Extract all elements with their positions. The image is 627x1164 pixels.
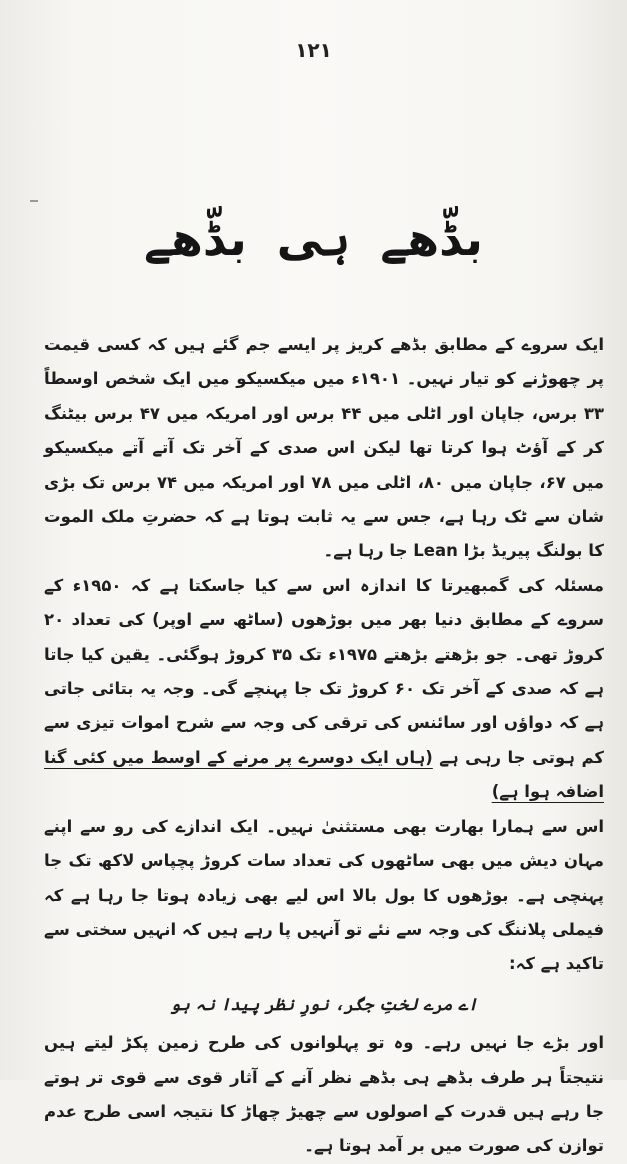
paragraph-3: اس سے ہمارا بھارت بھی مستثنیٰ نہیں۔ ایک اندازے کی رو سے اپنے مہان دیش میں بھی ساٹھوں کی تعداد سات کروڑ پچپاس لاکھ تک جا پہنچی ہے۔ بوڑھوں کا بول بالا اس لیے بھی زیادہ ہوتا جا رہا ہے کہ فیملی پلاننگ کی وجہ سے نئے تو آنہیں پا رہے ہیں کہ انہیں سختی سے تاکید ہے کہ: xyxy=(44,816,604,974)
margin-mark xyxy=(30,200,38,202)
verse-line: اے مرے لختِ جگر، نورِ نظر پیدا نہ ہو xyxy=(170,994,478,1014)
paragraph-2 xyxy=(44,569,604,810)
paragraph-2-main: مسئلہ کی گمبھیرتا کا اندازہ اس سے کیا جاسکتا ہے کہ ۱۹۵۰ء کے سروے کے مطابق دنیا بھر میں بوڑھوں (ساٹھ سے اوپر) کی تعداد ۲۰ کروڑ تھی۔ جو بڑھتے بڑھتے ۱۹۷۵ء تک ۳۵ کروڑ ہوگئی۔ یقین کیا جاتا ہے کہ صدی کے آخر تک ۶۰ کروڑ تک جا پہنچے گی۔ وجہ یہ بتائی جاتی ہے کہ دواؤں اور سائنس کی ترقی کی وجہ سے شرح اموات تیزی سے کم ہوتی جا رہی ہے xyxy=(44,575,604,767)
paragraph-2-underlined: (ہاں ایک دوسرے پر مرنے کے اوسط میں کئی گنا اضافہ ہوا ہے) xyxy=(44,747,604,802)
chapter-title: بڈّھے ہی بڈّھے xyxy=(144,212,483,266)
paragraph-1: ایک سروے کے مطابق بڈھے کریز پر ایسے جم گئے ہیں کہ کسی قیمت پر چھوڑنے کو تیار نہیں۔ ۱۹۰۱ء میں میکسیکو میں ایک شخص اوسطاً ۳۳ برس، جاپان اور اٹلی میں ۴۴ برس اور امریکہ میں ۴۷ برس بیٹنگ کر کے آؤٹ ہوا کرتا تھا لیکن اس صدی کے آخر تک آتے آتے میکسیکو میں ۶۷، جاپان میں ۸۰، اٹلی میں ۷۸ اور امریکہ میں ۷۴ برس تک بڑی شان سے ٹک رہا ہے، جس سے یہ ثابت ہوتا ہے کہ حضرتِ ملک الموت کا بولنگ پیریڈ بڑا Lean جا رہا ہے۔ xyxy=(44,335,605,561)
paragraph-4: اور بڑے جا نہیں رہے۔ وہ تو پہلوانوں کی طرح زمین پکڑ لیتے ہیں نتیجتاً ہر طرف بڈھے ہی بڈھے نظر آنے کے آثار قوی سے قوی تر ہوتے جا رہے ہیں قدرت کے اصولوں سے چھیڑ چھاڑ کا نتیجہ اسی طرح عدم توازن کی صورت میں بر آمد ہوتا ہے۔ xyxy=(44,1033,604,1156)
body-text xyxy=(44,328,604,1164)
page-number: ١٢١ xyxy=(295,38,332,62)
